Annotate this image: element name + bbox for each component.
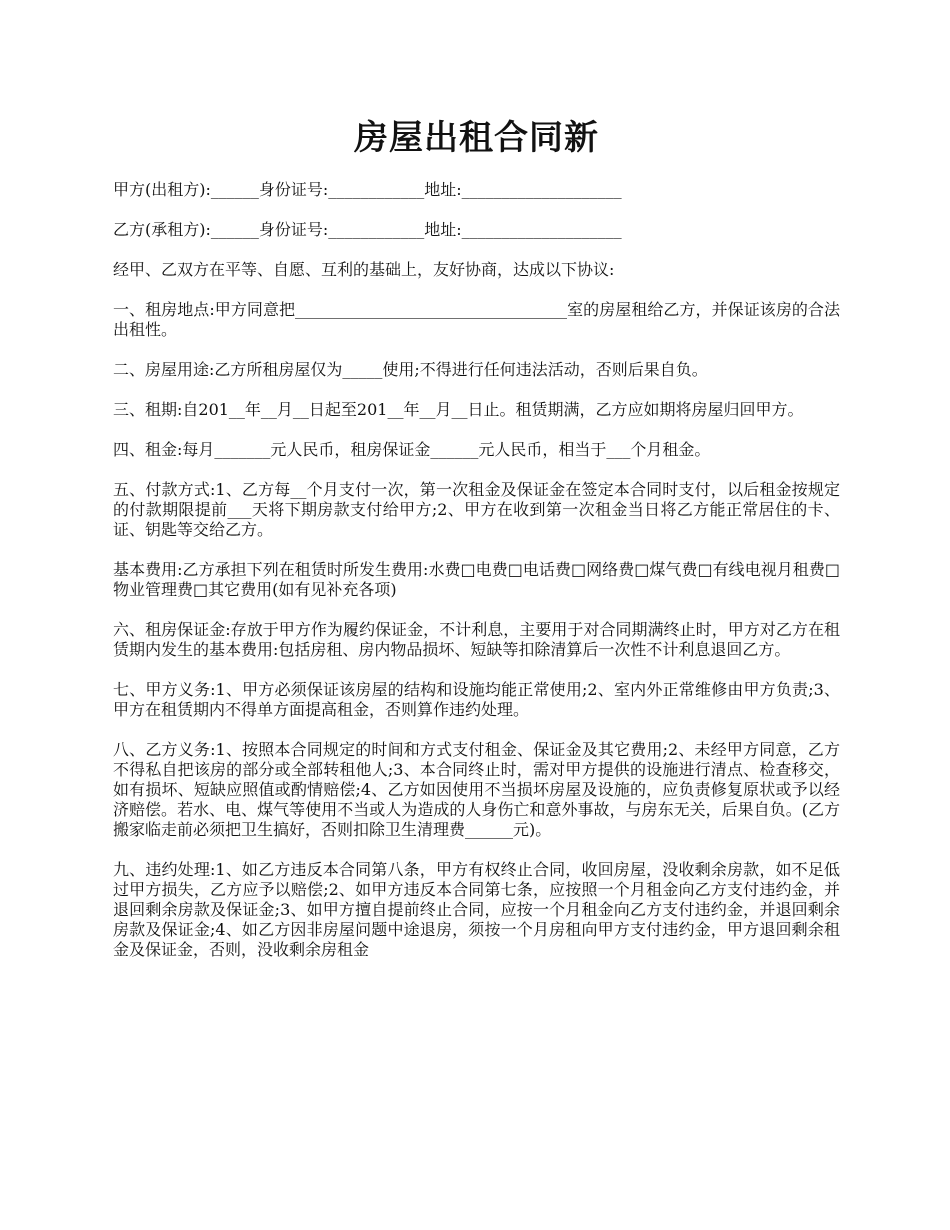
party-b-line: 乙方(承租方):______身份证号:____________地址:____________________: [113, 220, 622, 239]
clause-tenant-duties: 八、乙方义务:1、按照本合同规定的时间和方式支付租金、保证金及其它费用;2、未经甲方同意，乙方不得私自把该房的部分或全部转租他人;3、本合同终止时，需对甲方提供的设施进行清点、检查移交，如有损坏、短缺应照值或酌情赔偿;4、乙方如因使用不当损坏房屋及设施的，应负责修复原状或予以经济赔偿。若水、电、煤气等使用不当或人为造成的人身伤亡和意外事故，与房东无关，后果自负。(乙方搬家临走前必须把卫生搞好，否则扣除卫生清理费______元)。: [113, 740, 840, 839]
document-title: 房屋出租合同新: [354, 118, 599, 158]
clause-usage: 二、房屋用途:乙方所租房屋仅为_____使用;不得进行任何违法活动，否则后果自负。: [113, 360, 708, 379]
clause-rent: 四、租金:每月_______元人民币，租房保证金______元人民币，相当于___个月租金。: [113, 440, 711, 459]
clause-landlord-duties: 七、甲方义务:1、甲方必须保证该房屋的结构和设施均能正常使用;2、室内外正常维修由甲方负责;3、甲方在租赁期内不得单方面提高租金，否则算作违约处理。: [113, 680, 840, 719]
clause-breach: 九、违约处理:1、如乙方违反本合同第八条，甲方有权终止合同，收回房屋，没收剩余房款，如不足低过甲方损失，乙方应予以赔偿;2、如甲方违反本合同第七条，应按照一个月租金向乙方支付违约金，并退回剩余房款及保证金;3、如甲方擅自提前终止合同，应按一个月租金向乙方支付违约金，并退回剩余房款及保证金;4、如乙方因非房屋问题中途退房，须按一个月房租向甲方支付违约金，甲方退回剩余租金及保证金，否则，没收剩余房租金: [113, 860, 840, 959]
clause-basic-fees: 基本费用:乙方承担下列在租赁时所发生费用:水费□电费□电话费□网络费□煤气费□有线电视月租费□物业管理费□其它费用(如有见补充各项): [113, 560, 840, 599]
clause-payment: 五、付款方式:1、乙方每__个月支付一次，第一次租金及保证金在签定本合同时支付，以后租金按规定的付款期限提前___天将下期房款支付给甲方;2、甲方在收到第一次租金当日将乙方能正常居住的卡、证、钥匙等交给乙方。: [113, 480, 840, 539]
clause-location: 一、租房地点:甲方同意把__________________________________室的房屋租给乙方，并保证该房的合法出租性。: [113, 300, 840, 339]
clause-deposit: 六、租房保证金:存放于甲方作为履约保证金，不计利息，主要用于对合同期满终止时，甲方对乙方在租赁期内发生的基本费用:包括房租、房内物品损坏、短缺等扣除清算后一次性不计利息退回乙方。: [113, 620, 840, 659]
party-a-line: 甲方(出租方):______身份证号:____________地址:____________________: [113, 180, 622, 199]
clause-term: 三、租期:自201__年__月__日起至201__年__月__日止。租赁期满，乙方应如期将房屋归回甲方。: [113, 400, 804, 419]
agreement-intro: 经甲、乙双方在平等、自愿、互利的基础上，友好协商，达成以下协议:: [113, 260, 615, 279]
contract-page: [113, 112, 840, 980]
